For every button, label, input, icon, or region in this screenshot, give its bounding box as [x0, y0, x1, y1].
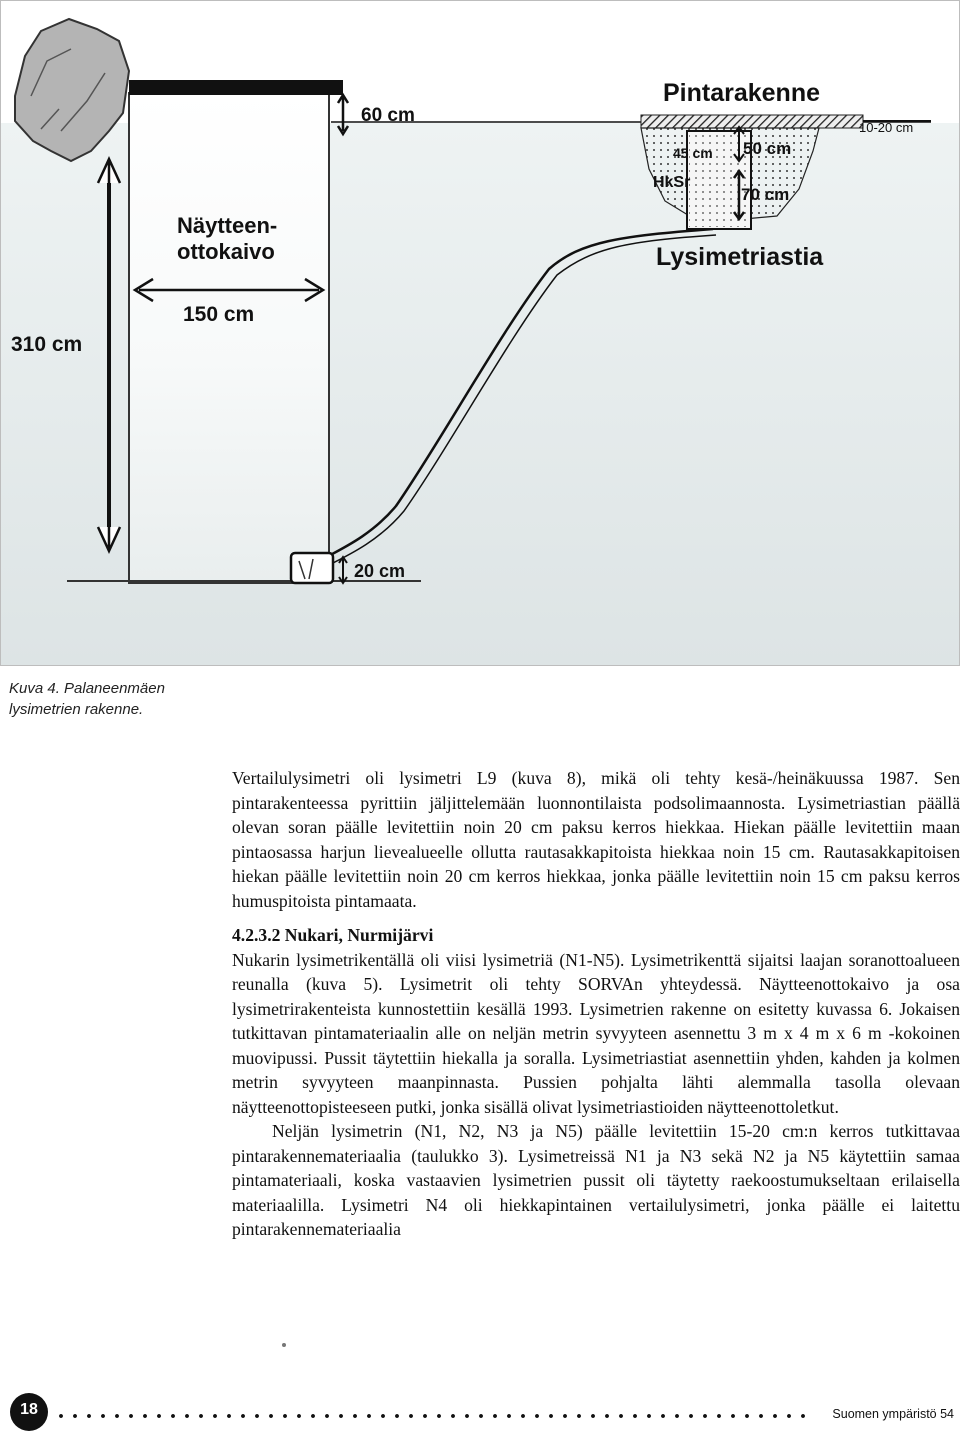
well-cover-lid: [129, 80, 343, 95]
caption-line-2: lysimetrien rakenne.: [9, 701, 144, 718]
height-50-label: 50 cm: [743, 139, 792, 158]
page-number-badge: 18: [10, 1393, 48, 1431]
stray-dot: [282, 1343, 286, 1347]
series-label: Suomen ympäristö 54: [832, 1407, 954, 1421]
lysimeter-diagram: [0, 0, 960, 666]
page-footer: [0, 1393, 960, 1425]
hksr-label: HkSr: [653, 174, 691, 191]
pintarakenne-label: Pintarakenne: [663, 79, 821, 107]
sampling-well-shaft: [129, 93, 329, 583]
range-10-20-label: 10-20 cm: [859, 120, 914, 135]
width-150-label: 150 cm: [183, 303, 255, 326]
figure-caption: [9, 678, 209, 720]
depth-310-label: 310 cm: [11, 333, 83, 356]
height-60-label: 60 cm: [361, 105, 415, 126]
surface-layer: [641, 115, 863, 128]
height-70-label: 70 cm: [741, 185, 790, 204]
height-45-label: 45 cm: [673, 145, 713, 161]
caption-line-1: Kuva 4. Palaneenmäen: [9, 680, 165, 697]
sample-collector-box: [291, 553, 333, 583]
paragraph-nukari: Nukarin lysimetrikentällä oli viisi lysimetriä (N1-N5). Lysimetrikenttä sijaitsi laajan soranottoalueen reunalla (kuva 5). Lysimetrit oli tehty SORVAn yhteydessä. Näytteenottokaivo ja osa lysimetrirakenteista kunnostettiin kesällä 1993. Lysimetrien rakenne on esitetty kuvassa 6. Jokaisen tutkittavan pintamateriaalin alle on neljän metrin syvyyteen asennettu 3 m x 4 m x 6 m -kokoinen muovipussi. Pussit täytettiin hiekalla ja soralla. Lysimetriastiat asennettiin yhden, kahden ja kolmen metrin syvyyteen maanpinnasta. Pussien pohjalta lähti alemmalla tasolla olevaan näytteenottopisteeseen putki, jonka sisällä olivat lysimetriastioiden näytteenottoletkut.: [232, 949, 960, 1117]
nayttee-label-line2: ottokaivo: [177, 239, 275, 264]
body-text: [232, 766, 960, 1242]
paragraph-n-lysimeters: Neljän lysimetrin (N1, N2, N3 ja N5) päälle levitettiin 15-20 cm:n kerros tutkittavaa pintarakennemateriaalia (taulukko 3). Lysimetreissä N1 ja N3 sekä N2 ja N5 käytettiin samaa pintamateriaali, koska vastaavien lysimetrien pussit oli täytetty raekoostumukseltaan erilaisella materiaalilla. Lysimetri N4 oli hiekkapintainen vertailulysimetri, jonka päälle ei laitettu pintarakennemateriaalia: [232, 1121, 960, 1239]
arrow-60-icon: [338, 95, 348, 134]
paragraph-l9: Vertailulysimetri oli lysimetri L9 (kuva 8), mikä oli tehty kesä-/heinäkuussa 1987. Sen pintarakenteessa pyrittiin jäljittelemään luonnontilaista podsolimaannosta. Lysimetriastian päällä olevan soran päälle levitettiin noin 20 cm paksu kerros hiekkaa. Hiekan päälle levitettiin maan pintaosassa harjun lievealueelle ollutta rautasakkapitoista hiekkaa noin 15 cm. Rautasakkapitoisen hiekan päälle levitettiin noin 20 cm kerros hiekkaa, jonka päälle levitettiin noin 15 cm paksu kerros humuspitoista pintamaata.: [232, 768, 960, 911]
height-20-label: 20 cm: [354, 561, 406, 581]
nayttee-label-line1: Näytteen-: [177, 213, 278, 238]
section-heading-nukari: 4.2.3.2 Nukari, Nurmijärvi: [232, 925, 434, 945]
dot-leader: [54, 1413, 812, 1419]
lysimetriastia-label: Lysimetriastia: [656, 243, 824, 271]
